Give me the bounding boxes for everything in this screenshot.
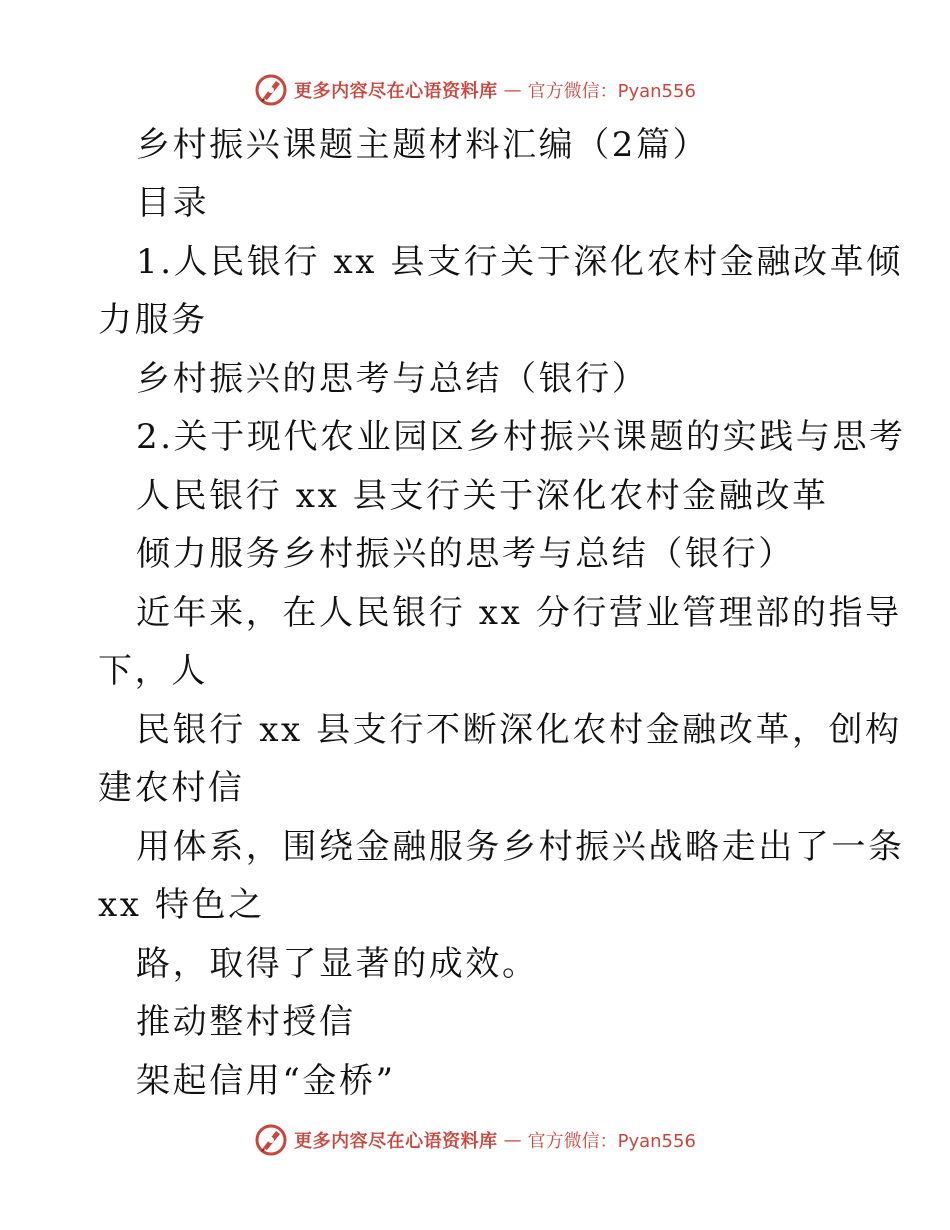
toc-item-1-cont2: 乡村振兴的思考与总结（银行） <box>136 359 649 399</box>
paragraph-line: 路，取得了显著的成效。 <box>136 944 539 984</box>
section-title-cont: 倾力服务乡村振兴的思考与总结（银行） <box>136 534 795 574</box>
document-title: 乡村振兴课题主题材料汇编（2篇） <box>136 125 710 165</box>
banner-separator: — <box>503 1129 522 1151</box>
banner-separator: — <box>503 79 522 101</box>
paragraph-line: 民银行 xx 县支行不断深化农村金融改革，创构 <box>136 710 902 750</box>
paragraph-line: 下，人 <box>98 651 208 691</box>
quill-pen-logo-icon <box>254 73 288 107</box>
banner-contact: 官方微信：Pyan556 <box>527 1131 696 1152</box>
header-banner <box>0 70 950 110</box>
paragraph-line: 近年来，在人民银行 xx 分行营业管理部的指导 <box>136 593 902 633</box>
subheading: 架起信用“金桥” <box>136 1061 396 1101</box>
toc-item-1: 1.人民银行 xx 县支行关于深化农村金融改革倾 <box>136 242 903 282</box>
section-title: 人民银行 xx 县支行关于深化农村金融改革 <box>136 476 829 516</box>
banner-title: 更多内容尽在心语资料库 <box>294 81 498 102</box>
toc-item-2: 2.关于现代农业园区乡村振兴课题的实践与思考 <box>136 417 906 457</box>
paragraph-line: xx 特色之 <box>98 885 265 925</box>
paragraph-line: 用体系，围绕金融服务乡村振兴战略走出了一条 <box>136 827 905 867</box>
toc-item-1-cont: 力服务 <box>98 300 208 340</box>
banner-contact: 官方微信：Pyan556 <box>527 81 696 102</box>
toc-heading: 目录 <box>136 183 210 223</box>
footer-banner <box>0 1120 950 1160</box>
banner-title: 更多内容尽在心语资料库 <box>294 1131 498 1152</box>
paragraph-line: 建农村信 <box>98 768 245 808</box>
subheading: 推动整村授信 <box>136 1002 356 1042</box>
quill-pen-logo-icon <box>254 1123 288 1157</box>
